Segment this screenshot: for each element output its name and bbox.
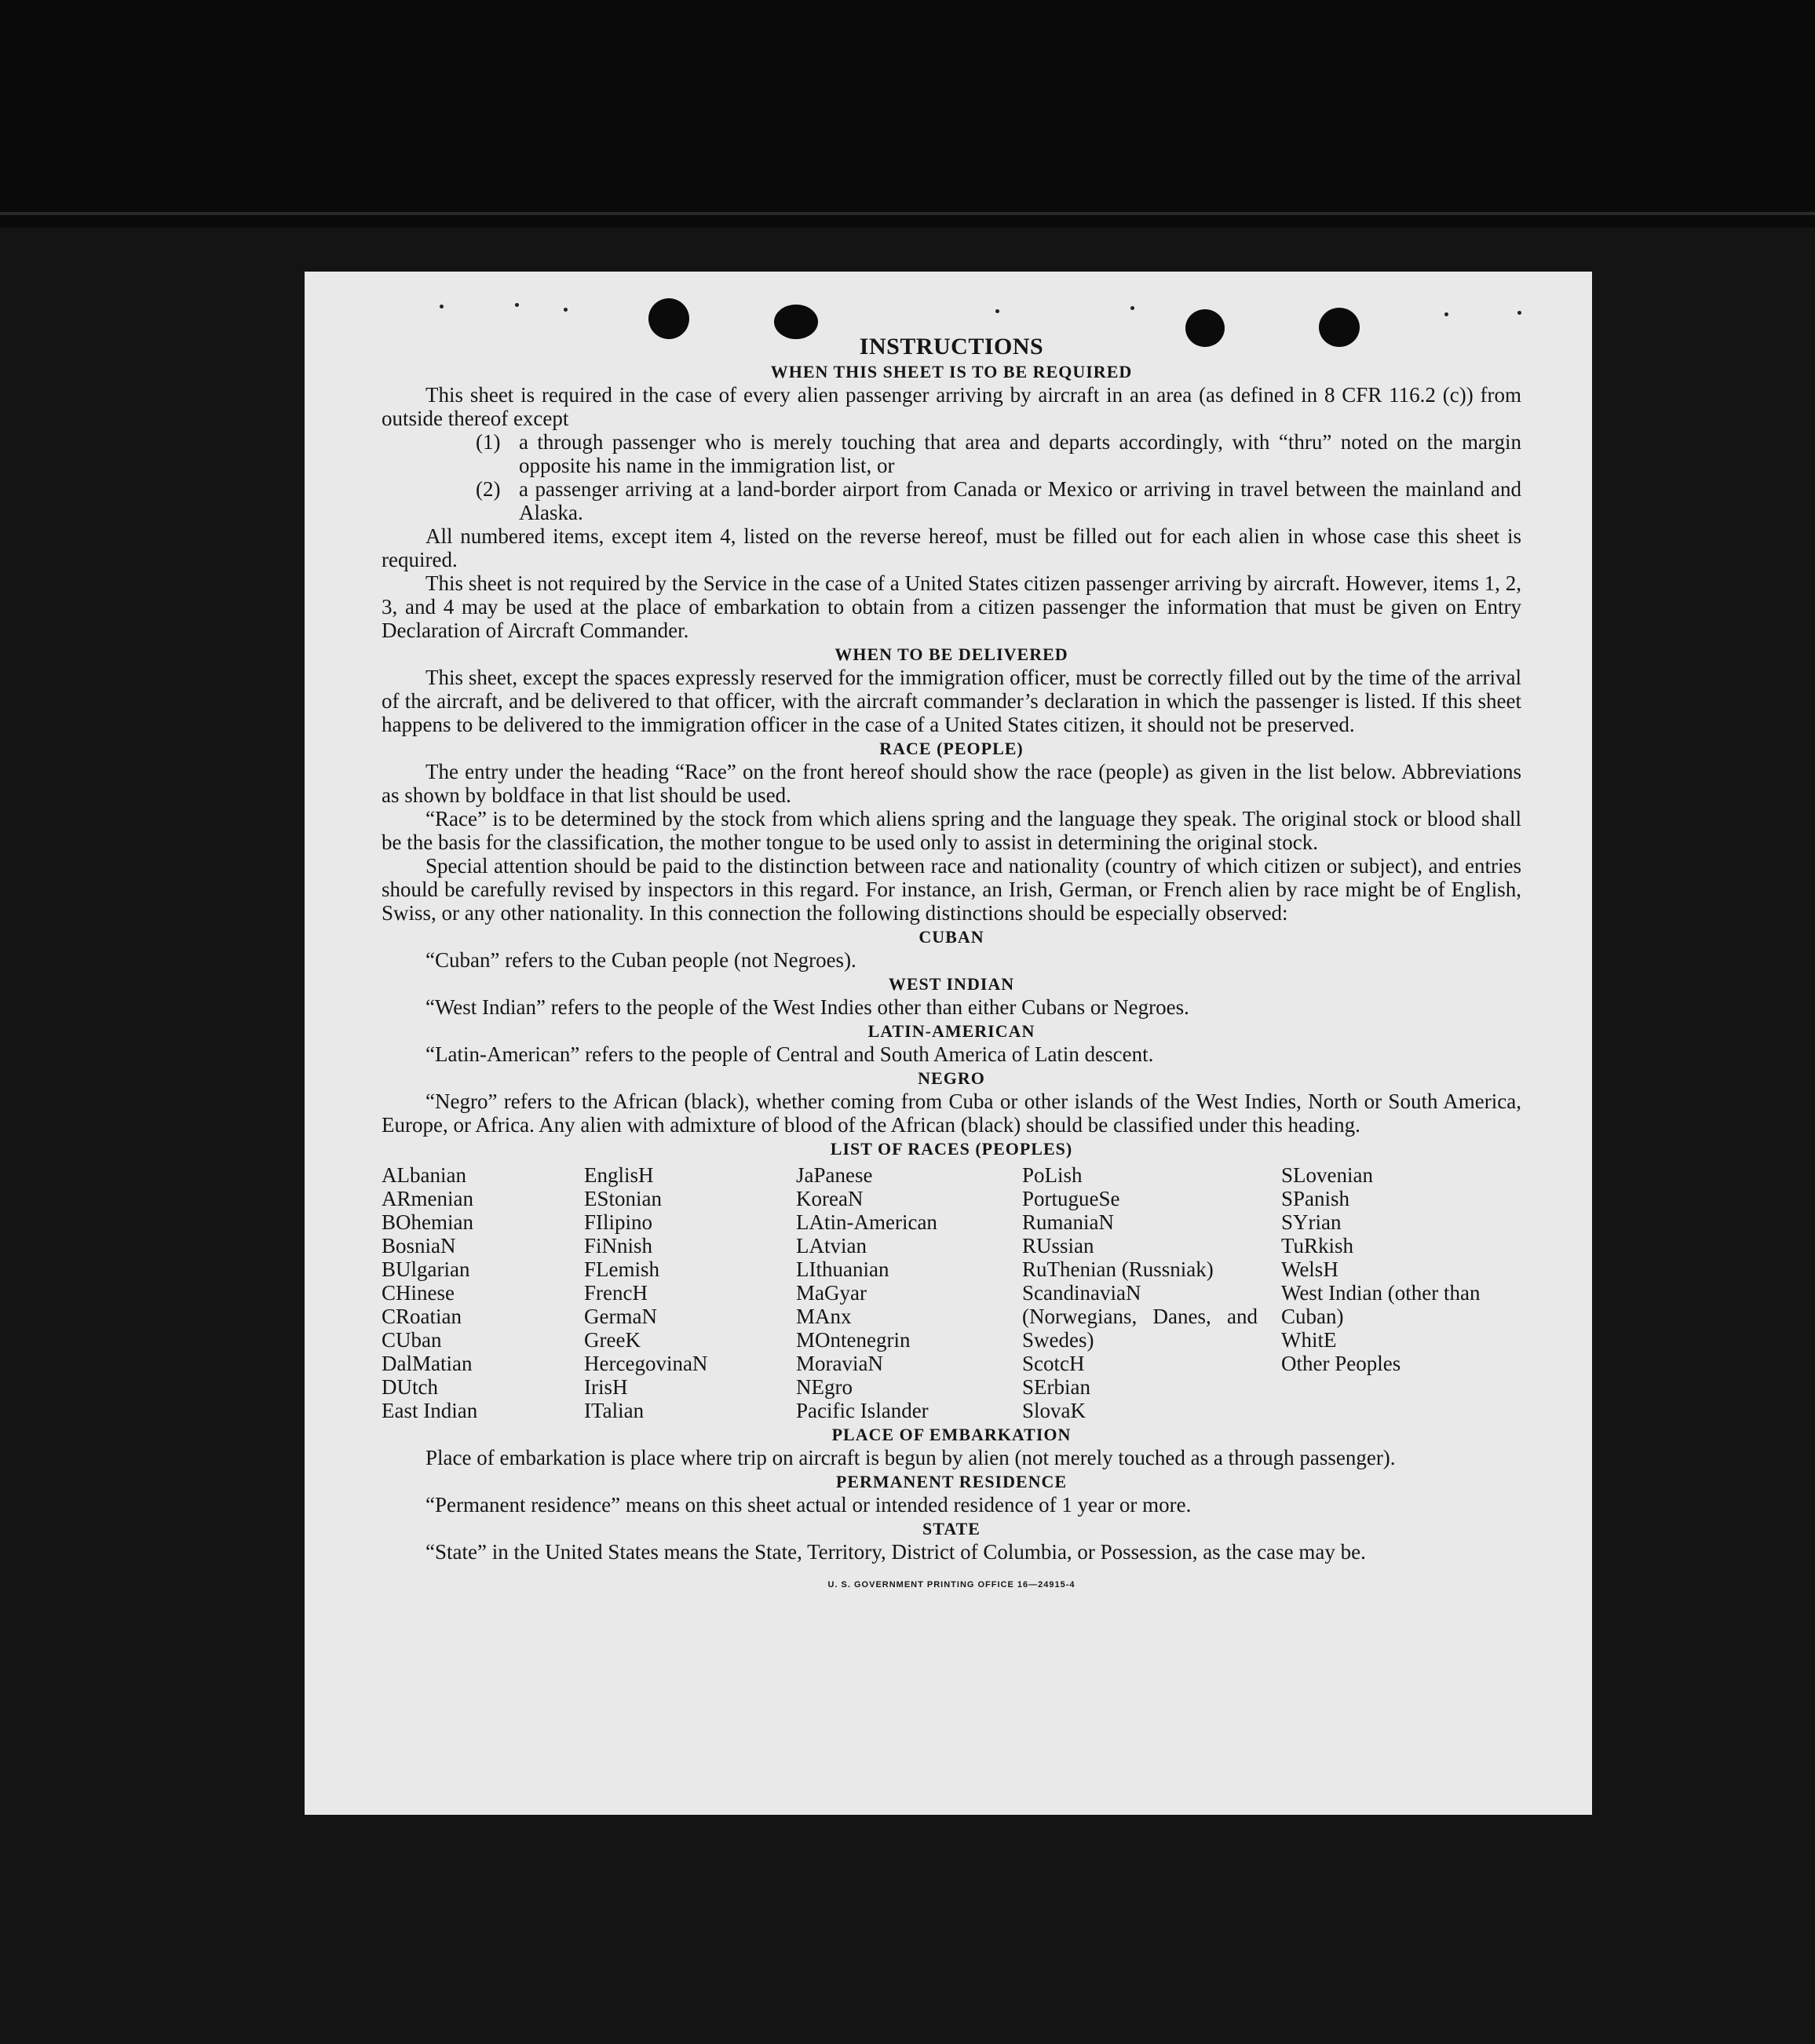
punch-hole	[648, 298, 689, 339]
race-entry: BOhemian	[382, 1210, 473, 1234]
races-column	[382, 1163, 584, 1422]
list-item	[476, 430, 1521, 477]
race-entry: MaGyar	[796, 1281, 867, 1305]
paragraph: Place of embarkation is place where trip on aircraft is begun by alien (not merely touched as a through passenger).	[425, 1446, 1396, 1469]
speck	[1130, 306, 1134, 310]
paragraph: “State” in the United States means the State, Territory, District of Columbia, or Possession, as the case may be.	[425, 1540, 1366, 1564]
race-entry: SErbian	[1022, 1375, 1090, 1399]
races-column	[796, 1163, 1022, 1422]
speck	[1444, 312, 1448, 316]
race-entry: MOntenegrin	[796, 1328, 911, 1352]
printing-office-footer: U. S. GOVERNMENT PRINTING OFFICE 16—24915-4	[827, 1580, 1075, 1590]
section-heading-delivered: WHEN TO BE DELIVERED	[834, 644, 1068, 664]
document-title: INSTRUCTIONS	[859, 334, 1044, 360]
races-list	[382, 1163, 1521, 1422]
section-heading-negro: NEGRO	[918, 1068, 985, 1088]
section-heading-required: WHEN THIS SHEET IS TO BE REQUIRED	[770, 362, 1133, 381]
race-entry: FLemish	[584, 1257, 660, 1281]
race-entry: ITalian	[584, 1399, 645, 1422]
race-entry: ScotcH	[1022, 1352, 1085, 1375]
race-entry: BUlgarian	[382, 1257, 470, 1281]
section-heading-list-of-races: LIST OF RACES (PEOPLES)	[830, 1139, 1073, 1159]
speck	[1517, 311, 1521, 315]
race-entry: WelsH	[1281, 1257, 1338, 1281]
race-entry: SlovaK	[1022, 1399, 1086, 1422]
race-entry: LIthuanian	[796, 1257, 889, 1281]
races-column	[1281, 1163, 1517, 1422]
paragraph: This sheet, except the spaces expressly reserved for the immigration officer, must be correctly filled out by the time of the arrival of the aircraft, and be delivered to that officer, with the aircraft commander’s declaration in which the passenger is listed. If this sheet happens to be delivered to the immigration officer in the case of a United States citizen, it should not be preserved.	[382, 666, 1521, 736]
section-heading-residence: PERMANENT RESIDENCE	[835, 1472, 1068, 1491]
race-entry: SLovenian	[1281, 1163, 1373, 1187]
paragraph: “Cuban” refers to the Cuban people (not Negroes).	[425, 948, 856, 972]
race-entry: East Indian	[382, 1399, 478, 1422]
race-entry: CUban	[382, 1328, 442, 1352]
race-entry: BosniaN	[382, 1234, 456, 1257]
race-entry: IrisH	[584, 1375, 628, 1399]
paragraph: Special attention should be paid to the distinction between race and nationality (country of which citizen or subject), and entries should be carefully revised by inspectors in this regard. For instance, an Irish, German, or French alien by race might be of English, Swiss, or any other nationality. In this connection the following distinctions should be especially observed:	[382, 854, 1521, 925]
paragraph: “West Indian” refers to the people of the West Indies other than either Cubans or Negroes.	[425, 995, 1189, 1019]
film-edge-line	[0, 212, 1815, 215]
races-column	[584, 1163, 796, 1422]
race-entry: West Indian (other than Cuban)	[1281, 1281, 1481, 1328]
race-entry: SPanish	[1281, 1187, 1350, 1210]
punch-hole	[1319, 308, 1360, 347]
race-entry: LAtin-American	[796, 1210, 937, 1234]
race-entry: DalMatian	[382, 1352, 473, 1375]
race-entry: JaPanese	[796, 1163, 873, 1187]
item-number: (2)	[476, 477, 501, 501]
speck	[515, 303, 519, 307]
race-entry: PortugueSe	[1022, 1187, 1120, 1210]
punch-hole	[1185, 309, 1225, 347]
section-heading-cuban: CUBAN	[918, 927, 984, 947]
race-entry: EnglisH	[584, 1163, 654, 1187]
section-heading-state: STATE	[922, 1519, 981, 1538]
race-entry: NEgro	[796, 1375, 853, 1399]
paragraph: This sheet is not required by the Service in the case of a United States citizen passenger arriving by aircraft. However, items 1, 2, 3, and 4 may be used at the place of embarkation to obtain from a citizen passenger the information that must be given on Entry Declaration of Aircraft Commander.	[382, 571, 1521, 642]
paragraph: The entry under the heading “Race” on the front hereof should show the race (people) as given in the list below. Abbreviations as shown by boldface in that list should be used.	[382, 760, 1521, 807]
race-entry: FiNnish	[584, 1234, 653, 1257]
race-entry: Pacific Islander	[796, 1399, 929, 1422]
section-heading-race: RACE (PEOPLE)	[879, 739, 1024, 758]
paragraph: “Latin-American” refers to the people of Central and South America of Latin descent.	[425, 1042, 1154, 1066]
race-entry: RuThenian (Russniak)	[1022, 1257, 1214, 1281]
race-entry: KoreaN	[796, 1187, 864, 1210]
speck	[995, 309, 999, 313]
race-entry: GermaN	[584, 1305, 657, 1328]
film-band	[0, 0, 1815, 228]
race-entry: ScandinaviaN (Norwegians, Danes, and Swedes)	[1022, 1281, 1258, 1352]
item-text: a through passenger who is merely touching that area and departs accordingly, with “thru” noted on the margin opposite his name in the immigration list, or	[519, 430, 1521, 477]
race-entry: RumaniaN	[1022, 1210, 1114, 1234]
paragraph: This sheet is required in the case of every alien passenger arriving by aircraft in an area (as defined in 8 CFR 116.2 (c)) from outside thereof except	[382, 383, 1521, 430]
document-sheet	[305, 272, 1592, 1815]
list-item	[476, 477, 1521, 524]
race-entry: HercegovinaN	[584, 1352, 708, 1375]
section-heading-west-indian: WEST INDIAN	[888, 974, 1015, 994]
races-column	[1022, 1163, 1281, 1422]
race-entry: RUssian	[1022, 1234, 1094, 1257]
race-entry: WhitE	[1281, 1328, 1337, 1352]
section-heading-embarkation: PLACE OF EMBARKATION	[831, 1425, 1072, 1444]
section-heading-latin-american: LATIN-AMERICAN	[867, 1021, 1035, 1041]
race-entry: FrencH	[584, 1281, 648, 1305]
item-text: a passenger arriving at a land-border airport from Canada or Mexico or arriving in travel between the mainland and Alaska.	[519, 477, 1521, 524]
race-entry: Other Peoples	[1281, 1352, 1401, 1375]
race-entry: ARmenian	[382, 1187, 473, 1210]
race-entry: FIlipino	[584, 1210, 653, 1234]
race-entry: CRoatian	[382, 1305, 462, 1328]
paragraph: “Negro” refers to the African (black), whether coming from Cuba or other islands of the West Indies, North or South America, Europe, or Africa. Any alien with admixture of blood of the African (black) should be classified under this heading.	[382, 1090, 1521, 1137]
race-entry: ALbanian	[382, 1163, 466, 1187]
race-entry: GreeK	[584, 1328, 641, 1352]
race-entry: PoLish	[1022, 1163, 1083, 1187]
paragraph: All numbered items, except item 4, listed on the reverse hereof, must be filled out for each alien in whose case this sheet is required.	[382, 524, 1521, 571]
race-entry: CHinese	[382, 1281, 455, 1305]
paragraph: “Race” is to be determined by the stock from which aliens spring and the language they speak. The original stock or blood shall be the basis for the classification, the mother tongue to be used only to assist in determining the original stock.	[382, 807, 1521, 854]
punch-hole	[774, 305, 818, 339]
race-entry: MAnx	[796, 1305, 852, 1328]
speck	[440, 305, 444, 308]
item-number: (1)	[476, 430, 501, 454]
speck	[564, 308, 568, 312]
paragraph: “Permanent residence” means on this sheet actual or intended residence of 1 year or more.	[425, 1493, 1192, 1517]
race-entry: MoraviaN	[796, 1352, 883, 1375]
race-entry: LAtvian	[796, 1234, 867, 1257]
race-entry: DUtch	[382, 1375, 438, 1399]
race-entry: EStonian	[584, 1187, 662, 1210]
race-entry: SYrian	[1281, 1210, 1342, 1234]
race-entry: TuRkish	[1281, 1234, 1354, 1257]
